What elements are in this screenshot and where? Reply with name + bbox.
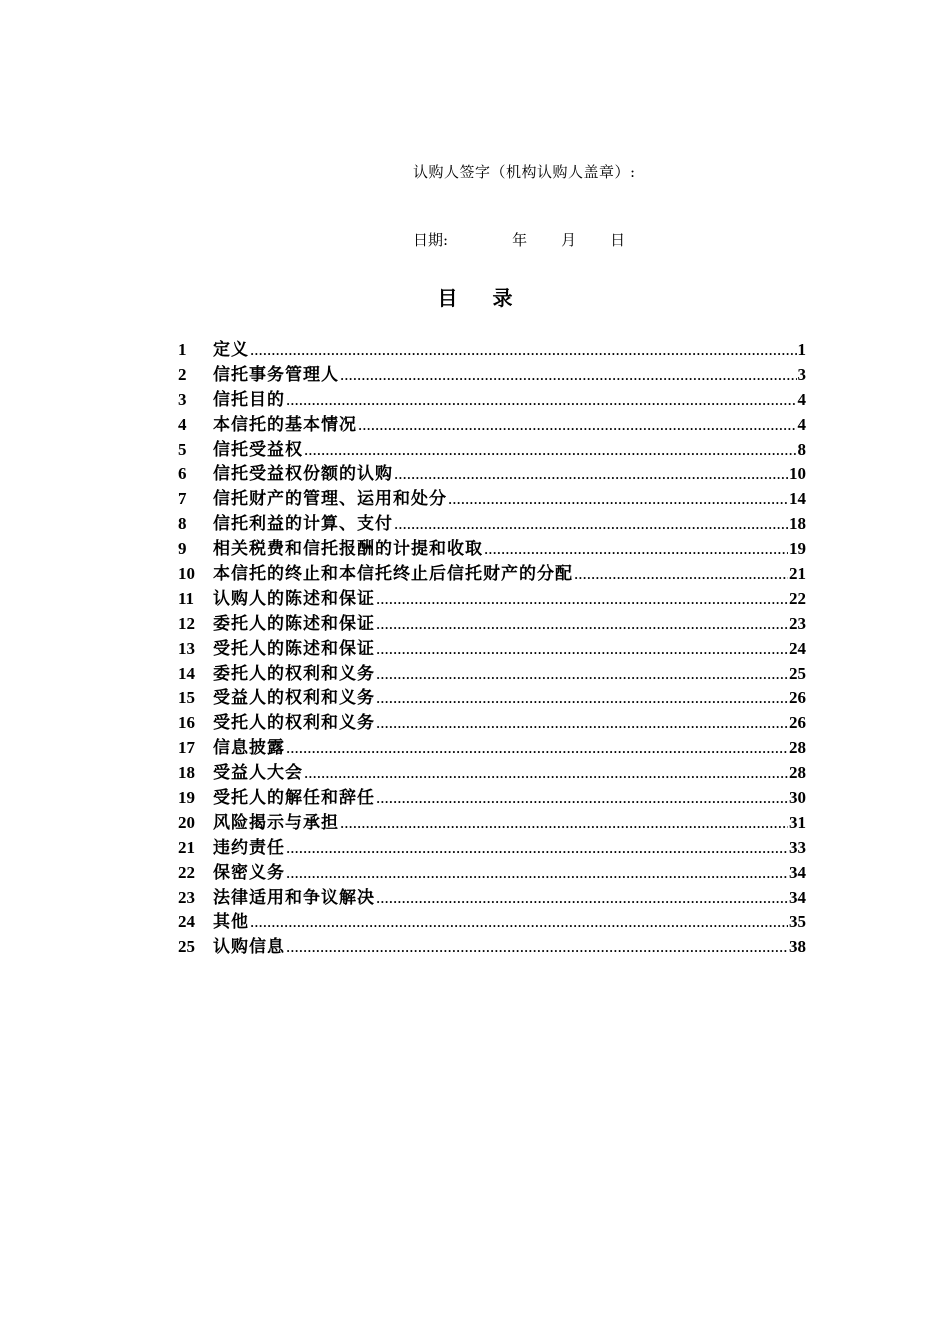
toc-entry-label: 信托财产的管理、运用和处分: [213, 489, 447, 509]
toc-leader-dots: [358, 413, 797, 438]
toc-entry-page: 26: [789, 688, 806, 708]
toc-entry[interactable]: [178, 512, 806, 537]
toc-entry-page: 23: [789, 613, 806, 633]
toc-entry[interactable]: [178, 587, 806, 612]
toc-entry-number: 18: [178, 763, 195, 783]
toc-leader-dots: [250, 910, 788, 935]
toc-entry-page: 4: [797, 389, 806, 409]
toc-entry[interactable]: [178, 537, 806, 562]
toc-entry[interactable]: [178, 462, 806, 487]
toc-entry[interactable]: [178, 363, 806, 388]
toc-entry-label: 定义: [213, 340, 249, 359]
date-label: 日期:: [413, 231, 449, 249]
toc-entry[interactable]: [178, 686, 806, 711]
toc-leader-dots: [340, 811, 788, 836]
toc-entry[interactable]: [178, 886, 806, 911]
toc-leader-dots: [574, 562, 788, 587]
toc-entry-number: 15: [178, 688, 195, 708]
toc-leader-dots: [286, 388, 797, 413]
toc-entry[interactable]: [178, 562, 806, 587]
toc-title: 目 录: [437, 286, 527, 310]
toc-entry-label: 保密义务: [213, 862, 285, 882]
toc-entry-label: 委托人的权利和义务: [213, 663, 375, 683]
toc-entry-number: 11: [178, 588, 195, 608]
toc-leader-dots: [376, 637, 788, 662]
toc-entry-label: 信托利益的计算、支付: [213, 514, 393, 534]
toc-entry[interactable]: [178, 438, 806, 463]
toc-entry-label: 受益人大会: [213, 763, 303, 783]
toc-entry-page: 38: [789, 937, 806, 957]
toc-entry-label: 认购信息: [213, 937, 285, 957]
toc-entry-number: 12: [178, 613, 195, 633]
toc-entry-number: 8: [178, 514, 187, 534]
toc-entry-number: 21: [178, 837, 195, 857]
toc-entry[interactable]: [178, 861, 806, 886]
toc-leader-dots: [286, 836, 788, 861]
signature-label: 认购人签字（机构认购人盖章）:: [413, 163, 636, 181]
toc-entry-label: 委托人的陈述和保证: [213, 613, 375, 633]
table-of-contents: [178, 338, 806, 960]
toc-entry-page: 14: [789, 489, 806, 509]
toc-entry-page: 34: [789, 862, 806, 882]
toc-entry-label: 信托事务管理人: [213, 364, 339, 384]
date-month: 月: [561, 231, 577, 249]
date-line: [413, 229, 625, 250]
toc-entry-number: 10: [178, 564, 195, 584]
toc-entry-number: 6: [178, 464, 187, 484]
toc-entry[interactable]: [178, 935, 806, 960]
toc-entry-page: 25: [789, 663, 806, 683]
toc-leader-dots: [376, 886, 788, 911]
toc-entry-label: 其他: [213, 912, 249, 932]
toc-entry-page: 21: [789, 564, 806, 584]
toc-entry-label: 信托目的: [213, 389, 285, 409]
toc-leader-dots: [376, 612, 788, 637]
toc-entry-label: 受托人的权利和义务: [213, 713, 375, 733]
toc-entry[interactable]: [178, 637, 806, 662]
toc-entry-label: 受托人的陈述和保证: [213, 638, 375, 658]
toc-entry-label: 违约责任: [213, 837, 285, 857]
toc-entry-number: 20: [178, 812, 195, 832]
toc-entry-page: 28: [789, 738, 806, 758]
toc-leader-dots: [394, 462, 788, 487]
toc-entry-label: 受托人的解任和辞任: [213, 788, 375, 808]
toc-entry-number: 5: [178, 439, 187, 459]
toc-leader-dots: [286, 935, 788, 960]
toc-entry-page: 24: [789, 638, 806, 658]
toc-entry-label: 法律适用和争议解决: [213, 887, 375, 907]
toc-entry-page: 28: [789, 763, 806, 783]
toc-entry-page: 8: [797, 439, 806, 459]
toc-entry-label: 风险揭示与承担: [213, 812, 339, 832]
toc-entry[interactable]: [178, 662, 806, 687]
toc-entry-page: 4: [797, 414, 806, 434]
toc-leader-dots: [376, 786, 788, 811]
toc-entry-number: 7: [178, 489, 187, 509]
toc-leader-dots: [286, 736, 788, 761]
date-day: 日: [610, 231, 626, 249]
toc-entry-page: 33: [789, 837, 806, 857]
toc-entry-page: 26: [789, 713, 806, 733]
toc-entry-page: 19: [789, 539, 806, 559]
toc-entry-label: 信托受益权份额的认购: [213, 464, 393, 484]
toc-entry-number: 24: [178, 912, 195, 932]
date-year: 年: [512, 231, 528, 249]
toc-entry[interactable]: [178, 761, 806, 786]
toc-leader-dots: [448, 487, 788, 512]
toc-entry-number: 3: [178, 389, 187, 409]
toc-entry-page: 34: [789, 887, 806, 907]
toc-entry-number: 2: [178, 364, 187, 384]
toc-entry[interactable]: [178, 338, 806, 363]
toc-entry[interactable]: [178, 811, 806, 836]
toc-entry-page: 10: [789, 464, 806, 484]
toc-entry[interactable]: [178, 612, 806, 637]
toc-entry-page: 35: [789, 912, 806, 932]
toc-leader-dots: [304, 438, 797, 463]
toc-entry[interactable]: [178, 388, 806, 413]
toc-entry-number: 23: [178, 887, 195, 907]
toc-entry-page: 31: [789, 812, 806, 832]
toc-leader-dots: [376, 711, 788, 736]
toc-entry-page: 22: [789, 588, 806, 608]
toc-entry-label: 本信托的终止和本信托终止后信托财产的分配: [213, 564, 573, 584]
toc-entry-label: 认购人的陈述和保证: [213, 588, 375, 608]
toc-entry[interactable]: [178, 836, 806, 861]
toc-entry-label: 相关税费和信托报酬的计提和收取: [213, 539, 483, 559]
toc-entry-number: 4: [178, 414, 187, 434]
toc-entry[interactable]: [178, 736, 806, 761]
toc-entry[interactable]: [178, 910, 806, 935]
toc-entry-number: 1: [178, 340, 187, 359]
toc-entry-page: 30: [789, 788, 806, 808]
toc-leader-dots: [304, 761, 788, 786]
toc-leader-dots: [376, 587, 788, 612]
toc-leader-dots: [376, 662, 788, 687]
toc-entry-number: 14: [178, 663, 195, 683]
toc-entry-page: 3: [797, 364, 806, 384]
toc-entry-number: 22: [178, 862, 195, 882]
toc-entry-number: 9: [178, 539, 187, 559]
toc-entry-number: 13: [178, 638, 195, 658]
toc-entry[interactable]: [178, 487, 806, 512]
toc-leader-dots: [286, 861, 788, 886]
toc-entry-number: 19: [178, 788, 195, 808]
toc-entry[interactable]: [178, 413, 806, 438]
toc-leader-dots: [250, 338, 797, 363]
toc-entry[interactable]: [178, 786, 806, 811]
toc-entry-label: 信托受益权: [213, 439, 303, 459]
toc-entry-label: 受益人的权利和义务: [213, 688, 375, 708]
toc-entry-number: 17: [178, 738, 195, 758]
toc-entry-number: 25: [178, 937, 195, 957]
toc-leader-dots: [394, 512, 788, 537]
toc-entry-label: 本信托的基本情况: [213, 414, 357, 434]
toc-entry-label: 信息披露: [213, 738, 285, 758]
toc-entry[interactable]: [178, 711, 806, 736]
toc-leader-dots: [484, 537, 788, 562]
toc-entry-page: 18: [789, 514, 806, 534]
toc-entry-page: 1: [797, 340, 806, 359]
toc-leader-dots: [340, 363, 797, 388]
toc-leader-dots: [376, 686, 788, 711]
toc-entry-number: 16: [178, 713, 195, 733]
